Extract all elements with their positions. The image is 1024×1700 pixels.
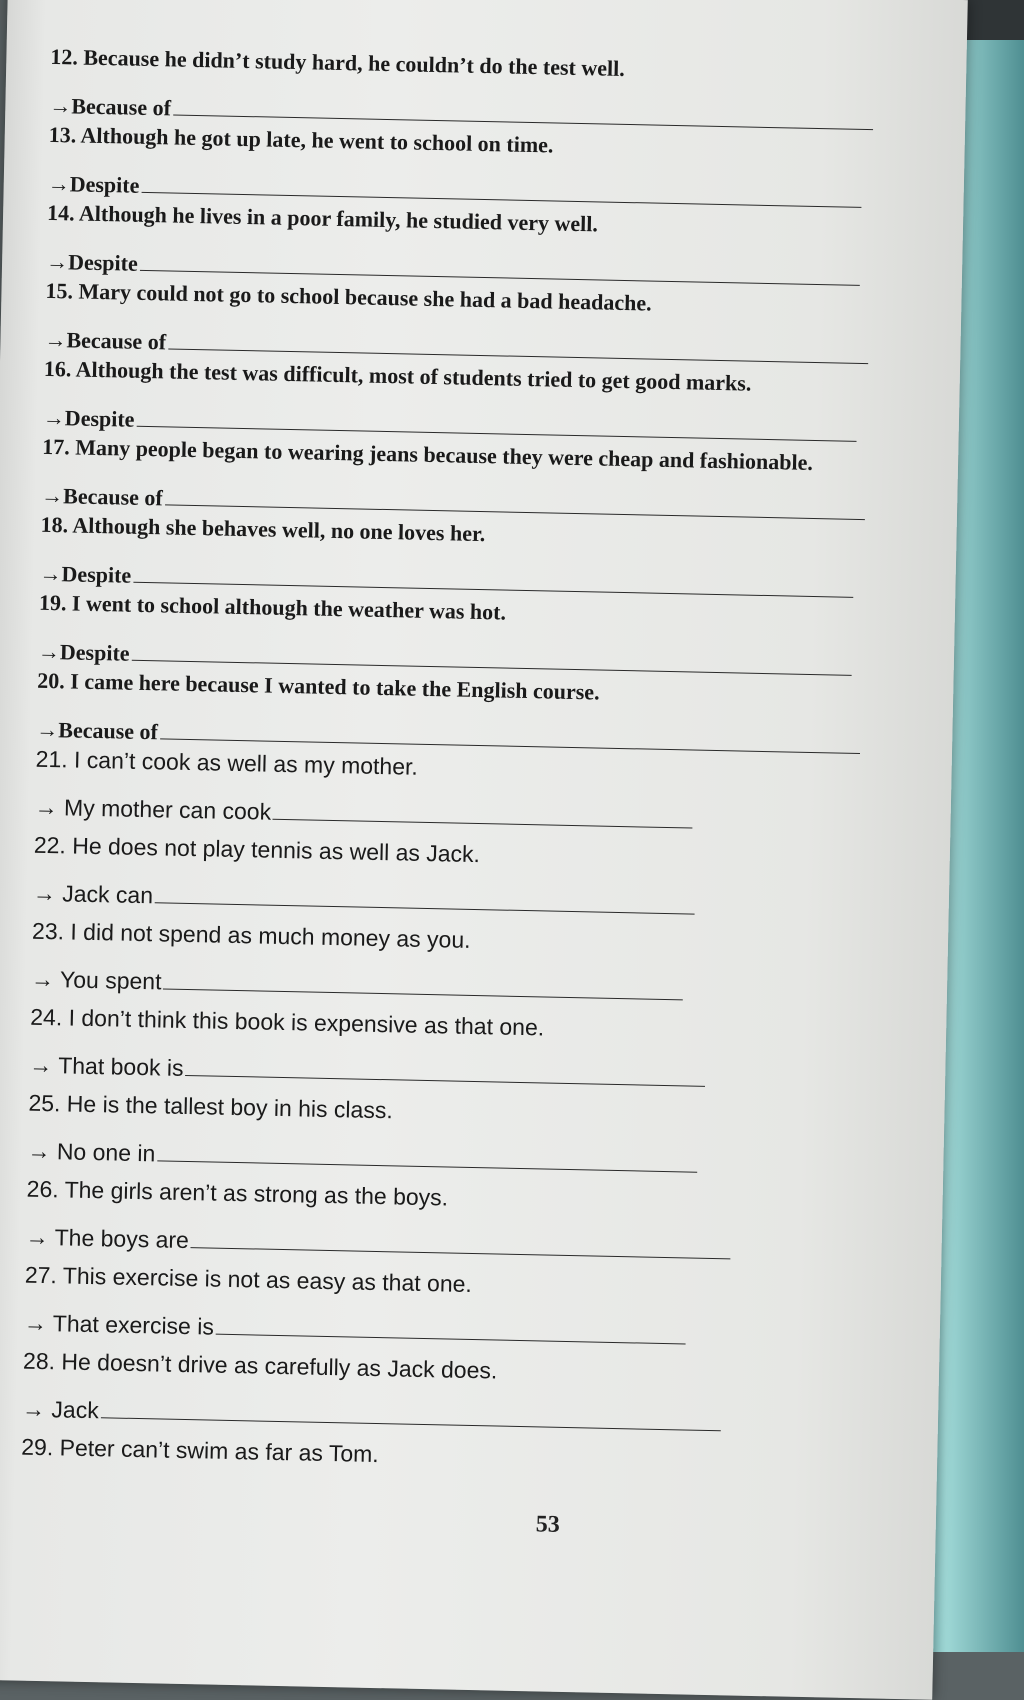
exercise-question: 12. Because he didn’t study hard, he couldn’t do the test well. [50,43,626,81]
exercise-item [22,1345,903,1441]
exercise-question: 17. Many people began to wearing jeans because they were cheap and fashionable. [41,433,814,475]
answer-blank-line[interactable] [273,819,693,829]
exercise-question: 15. Mary could not go to school because she had a bad headache. [45,277,652,316]
exercise-item [25,1173,906,1269]
answer-blank-line[interactable] [163,988,683,1000]
answer-blank-line[interactable] [157,1160,697,1172]
answer-prefix: → My mother can cook [34,793,272,825]
answer-blank-line[interactable] [191,1247,731,1259]
exercise-item [33,829,914,925]
exercise-item [24,1259,905,1355]
exercise-question: 18. Although she behaves well, no one loves her. [40,511,486,547]
answer-blank-line[interactable] [216,1334,686,1345]
exercise-item [29,1001,910,1097]
answer-prefix: →Despite [37,638,130,666]
exercise-question: 23. I did not spend as much money as you. [31,917,471,953]
exercise-question: 14. Although he lives in a poor family, he studied very well. [46,199,599,237]
answer-prefix: → That book is [29,1051,184,1081]
answer-prefix: →Despite [45,248,139,276]
answer-prefix: → Jack [21,1395,100,1424]
page-number: 53 [535,1511,561,1538]
exercise-question: 22. He does not play tennis as well as Jack. [33,831,481,868]
exercise-item [27,1087,908,1183]
exercise-question: 28. He doesn’t drive as carefully as Jack does. [22,1347,498,1384]
exercise-question: 21. I can’t cook as well as my mother. [35,745,419,780]
exercise-question: 19. I went to school although the weather was hot. [38,589,507,625]
answer-blank-line[interactable] [185,1075,705,1087]
answer-prefix: →Despite [39,560,132,588]
exercise-item [31,915,912,1011]
answer-prefix: → The boys are [25,1223,190,1254]
answer-prefix: → No one in [27,1137,156,1167]
answer-prefix: →Because of [44,326,167,355]
answer-prefix: →Because of [40,482,164,511]
exercise-question: 13. Although he got up late, he went to school on time. [48,121,554,158]
answer-prefix: → You spent [30,965,162,995]
exercise-question: 20. I came here because I wanted to take the English course. [37,667,600,705]
exercise-item [21,1431,902,1483]
answer-prefix: →Because of [36,716,159,745]
exercise-question: 24. I don’t think this book is expensive as that one. [30,1003,545,1041]
answer-prefix: →Because of [49,92,172,121]
exercise-question: 27. This exercise is not as easy as that one. [24,1261,473,1297]
exercise-question: 25. He is the tallest boy in his class. [28,1089,394,1124]
answer-blank-line[interactable] [155,902,695,914]
exercise-question: 29. Peter can’t swim as far as Tom. [21,1433,379,1468]
exercise-list [21,41,931,1491]
answer-prefix: → That exercise is [23,1309,215,1340]
exercise-question: 16. Although the test was difficult, most of students tried to get good marks. [43,355,752,396]
answer-blank-line[interactable] [101,1417,721,1431]
answer-prefix: → Jack can [32,879,154,909]
answer-prefix: →Despite [47,170,140,198]
answer-prefix: →Despite [42,404,135,432]
exercise-question: 26. The girls aren’t as strong as the boys. [26,1175,449,1211]
